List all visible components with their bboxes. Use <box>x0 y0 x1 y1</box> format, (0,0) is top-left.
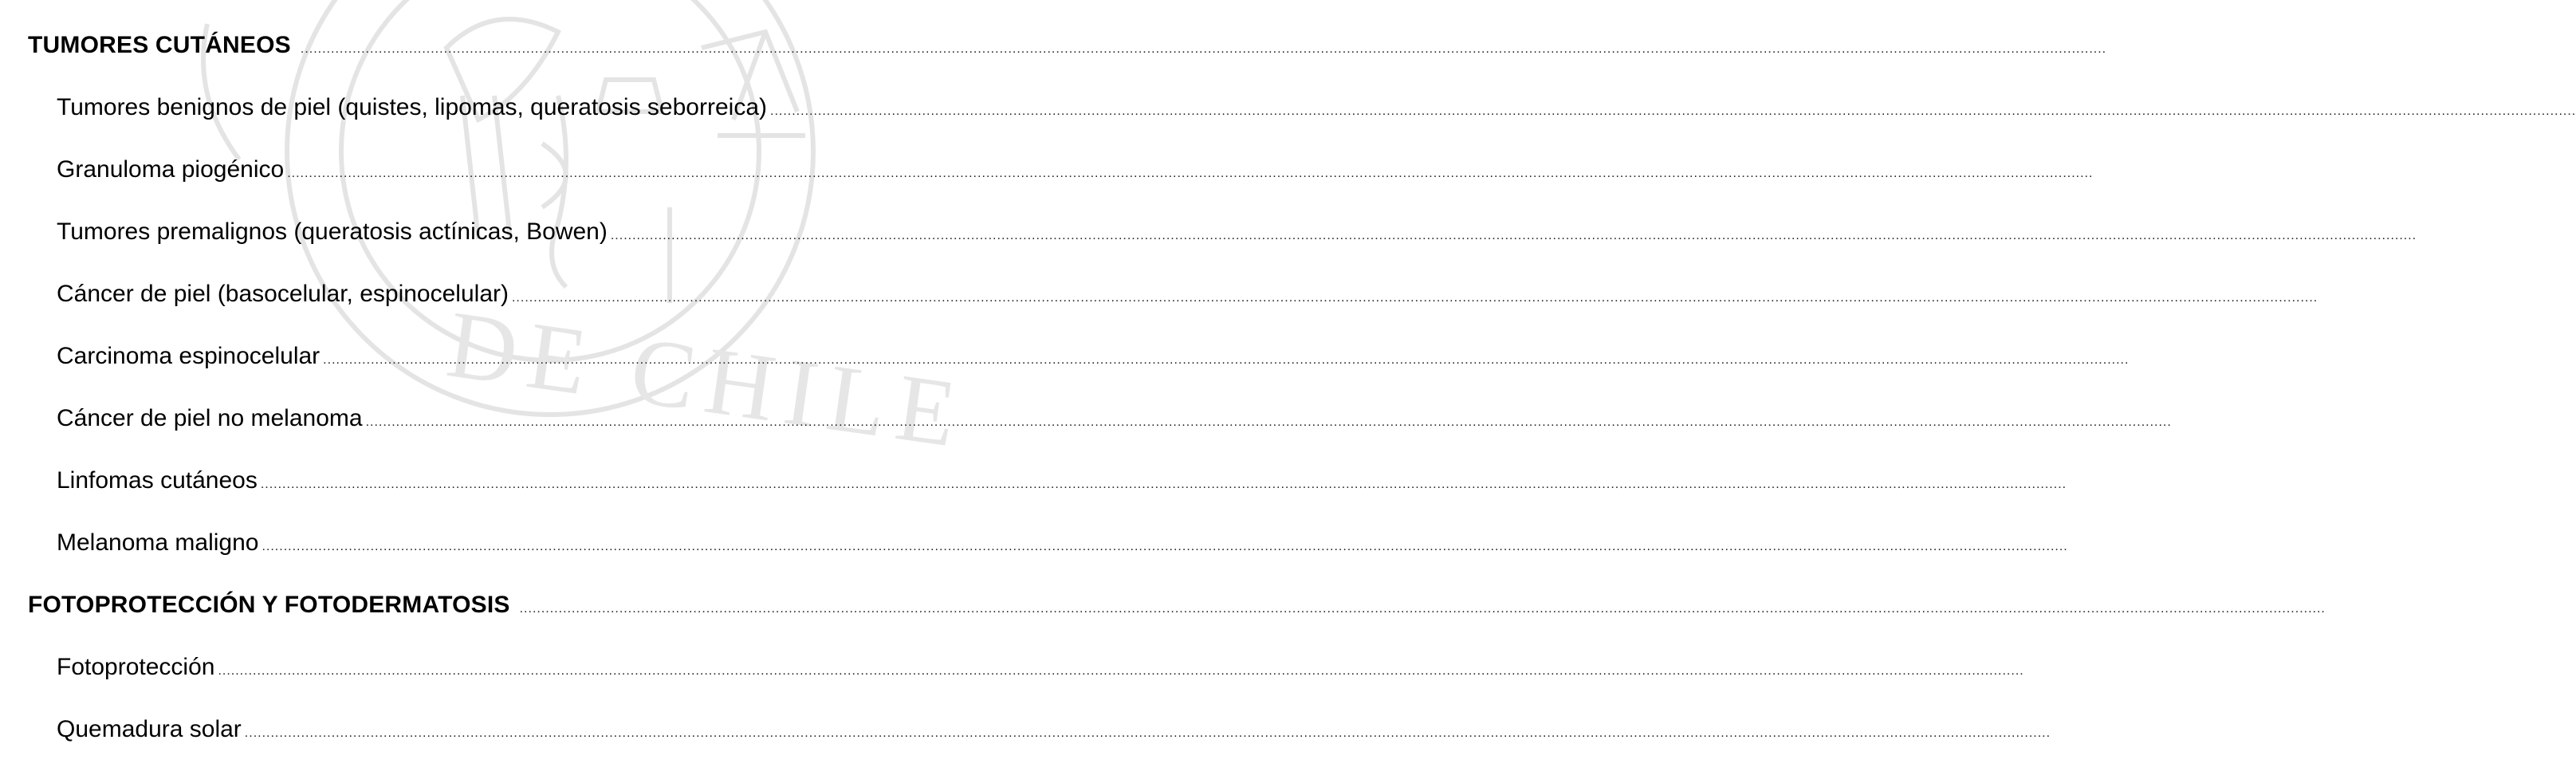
item-title: Melanoma maligno <box>57 529 259 556</box>
item-title: Linfomas cutáneos <box>57 467 258 494</box>
toc-item[interactable] <box>0 716 861 748</box>
item-title: Cáncer de piel no melanoma <box>57 405 363 431</box>
toc-item[interactable] <box>0 529 861 561</box>
toc-item[interactable] <box>0 343 861 375</box>
item-title: Tumores premalignos (queratosis actínicas, Bowen) <box>57 218 608 245</box>
toc-item[interactable] <box>0 281 861 313</box>
toc-item[interactable] <box>0 218 861 250</box>
watermark-seal-text: DE CHILE <box>441 290 973 469</box>
section-title: FOTOPROTECCIÓN Y FOTODERMATOSIS <box>28 592 510 618</box>
table-of-contents <box>0 0 861 748</box>
toc-item[interactable] <box>0 156 861 188</box>
item-title: Fotoprotección <box>57 654 215 680</box>
item-title: Granuloma piogénico <box>57 156 285 183</box>
toc-item[interactable] <box>0 405 861 437</box>
dot-leader <box>245 726 2051 741</box>
item-title: Cáncer de piel (basocelular, espinocelular) <box>57 281 509 307</box>
dot-leader <box>218 664 2023 679</box>
section-title: TUMORES CUTÁNEOS <box>28 32 291 58</box>
dot-leader <box>366 415 2172 430</box>
dot-leader <box>520 602 2326 616</box>
dot-leader <box>301 42 2106 57</box>
item-title: Quemadura solar <box>57 716 242 742</box>
dot-leader <box>512 291 2318 305</box>
dot-leader <box>323 353 2129 368</box>
item-title: Tumores benignos de piel (quistes, lipomas, queratosis seborreica) <box>57 94 767 120</box>
toc-item[interactable] <box>0 467 861 499</box>
dot-leader <box>287 167 2093 181</box>
toc-section-heading[interactable] <box>0 592 861 624</box>
toc-section-heading[interactable] <box>0 32 861 64</box>
toc-item[interactable] <box>0 94 861 126</box>
dot-leader <box>770 104 2576 119</box>
dot-leader <box>611 229 2417 243</box>
dot-leader <box>262 540 2067 554</box>
dot-leader <box>261 478 2067 492</box>
toc-item[interactable] <box>0 654 861 686</box>
item-title: Carcinoma espinocelular <box>57 343 321 369</box>
